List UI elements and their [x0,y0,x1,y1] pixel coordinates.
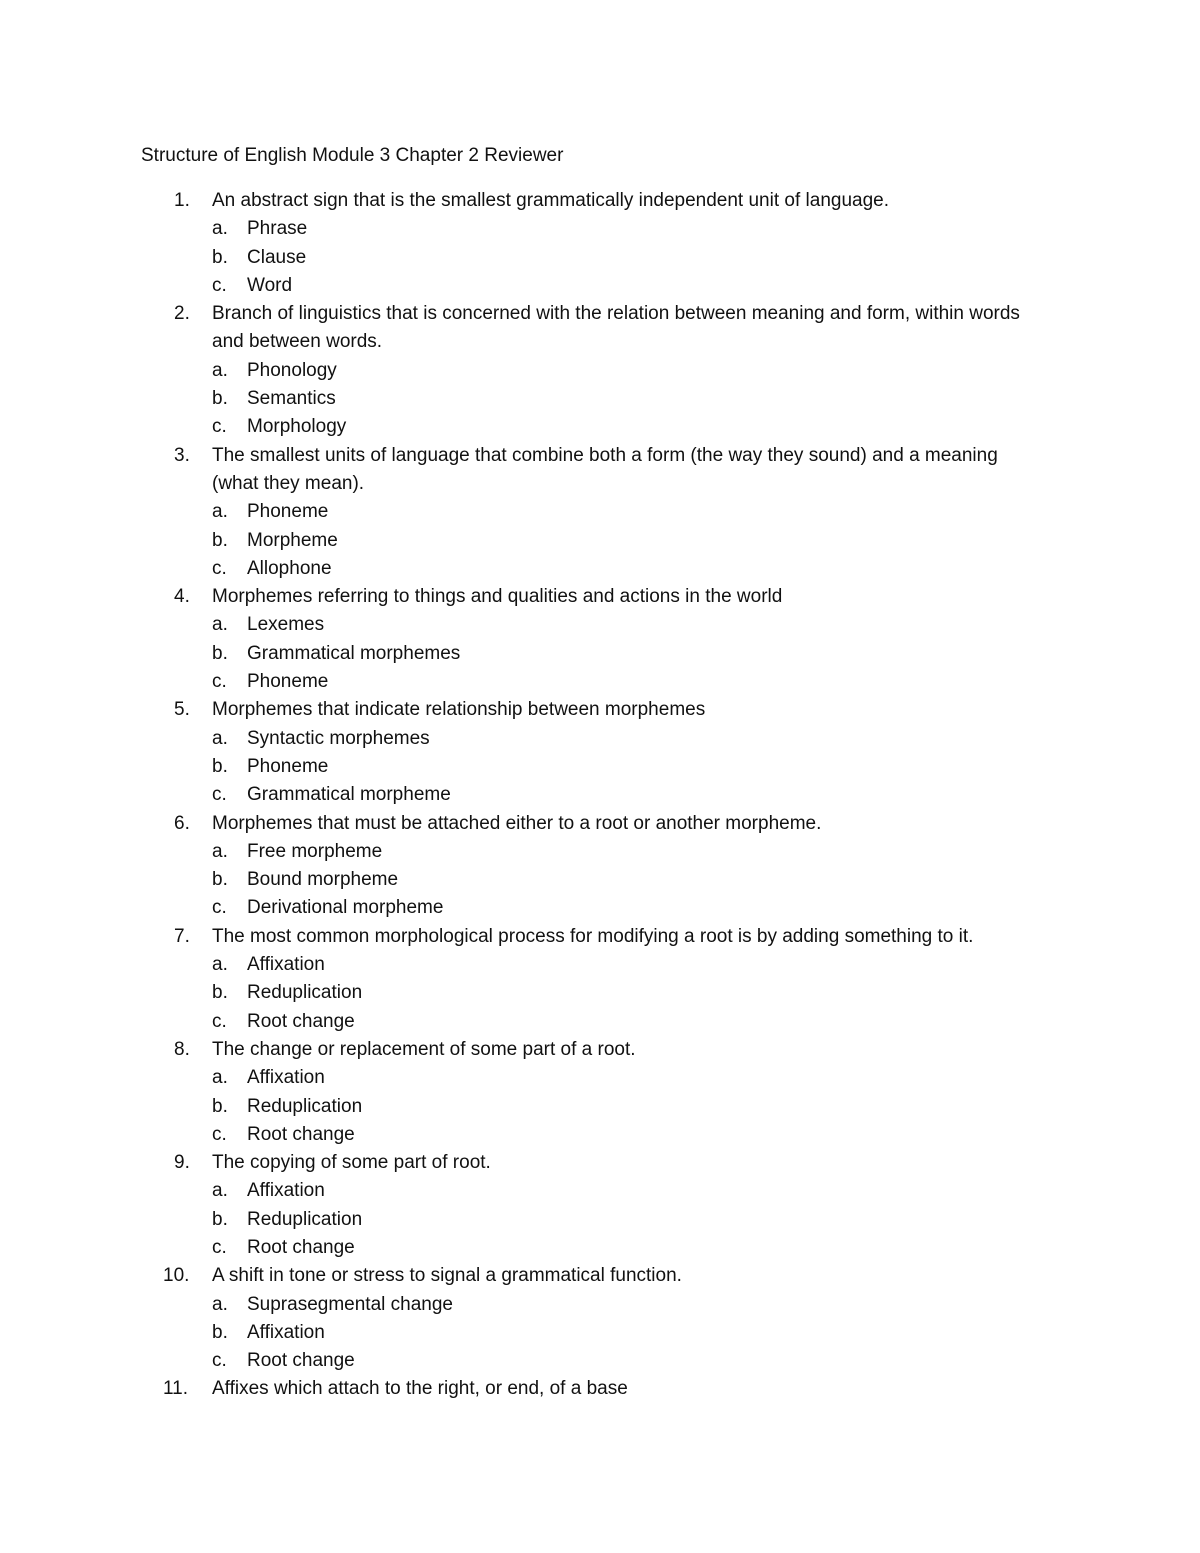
question-text: The most common morphological process for modifying a root is by adding something to it. [212,925,974,947]
answer-option [212,1206,1042,1234]
answer-option [212,1093,1042,1121]
option-text: Semantics [247,388,336,410]
question-text: Morphemes that indicate relationship between morphemes [212,699,706,721]
option-text: Phoneme [247,755,329,777]
option-list [212,611,1042,696]
question-number: 5. [174,699,190,721]
answer-option [212,527,1042,555]
answer-option [212,357,1042,385]
option-letter: c. [212,1350,227,1372]
question-text: Affixes which attach to the right, or end, of a base [212,1378,628,1400]
question-item [0,442,1042,583]
question-number: 9. [174,1152,190,1174]
option-text: Word [247,274,293,296]
answer-option [212,753,1042,781]
question-number: 1. [174,190,190,211]
answer-option [212,1064,1042,1092]
question-item [0,1375,1042,1403]
question-text: The smallest units of language that combine both a form (the way they sound) and a meaning (what they mean). [212,444,998,494]
option-letter: c. [212,1123,227,1145]
option-text: Grammatical morpheme [247,784,451,806]
option-text: Phoneme [247,671,329,693]
option-letter: c. [212,897,227,919]
question-number: 3. [174,444,190,466]
option-letter: c. [212,784,227,806]
option-text: Reduplication [247,982,363,1004]
answer-option [212,1319,1042,1347]
question-number: 4. [174,586,190,608]
option-text: Root change [247,1123,355,1145]
option-letter: a. [212,1293,228,1315]
option-text: Phonology [247,359,337,381]
question-item [0,696,1042,809]
option-text: Root change [247,1350,355,1372]
option-list [212,1291,1042,1376]
option-text: Allophone [247,557,332,579]
answer-option [212,979,1042,1007]
option-text: Clause [247,246,307,268]
question-number: 7. [174,925,190,947]
option-letter: c. [212,1236,227,1258]
option-letter: b. [212,246,228,268]
question-text: Branch of linguistics that is concerned with the relation between meaning and form, within words and between words. [212,303,1020,353]
question-item [0,923,1042,1036]
question-list [0,187,1200,1404]
option-text: Root change [247,1236,355,1258]
option-text: Lexemes [247,614,325,636]
option-letter: c. [212,274,227,296]
option-text: Grammatical morphemes [247,642,461,664]
option-text: Affixation [247,1180,325,1202]
answer-option [212,215,1042,243]
option-letter: a. [212,840,228,862]
option-text: Bound morpheme [247,869,399,891]
option-text: Morphology [247,416,347,438]
option-text: Morpheme [247,529,338,551]
question-item [0,1262,1042,1375]
option-text: Syntactic morphemes [247,727,430,749]
option-letter: a. [212,218,228,240]
answer-option [212,1291,1042,1319]
option-letter: a. [212,614,228,636]
option-letter: b. [212,1095,228,1117]
answer-option [212,1234,1042,1262]
answer-option [212,640,1042,668]
option-text: Affixation [247,1067,325,1089]
option-letter: b. [212,529,228,551]
option-text: Reduplication [247,1095,363,1117]
option-text: Phoneme [247,501,329,523]
question-number: 11. [163,1378,189,1400]
option-letter: b. [212,982,228,1004]
question-item [0,1149,1042,1262]
option-text: Affixation [247,954,325,976]
question-number: 8. [174,1038,190,1060]
answer-option [212,725,1042,753]
question-text: The change or replacement of some part of a root. [212,1038,636,1060]
answer-option [212,611,1042,639]
question-number: 2. [174,303,190,325]
option-letter: c. [212,671,227,693]
question-text: An abstract sign that is the smallest grammatically independent unit of language. [212,190,889,211]
option-text: Affixation [247,1321,325,1343]
option-text: Derivational morpheme [247,897,444,919]
answer-option [212,498,1042,526]
question-number: 10. [163,1265,190,1287]
option-letter: c. [212,416,227,438]
option-text: Root change [247,1010,355,1032]
option-letter: a. [212,1067,228,1089]
document-title: Structure of English Module 3 Chapter 2 Reviewer [141,145,564,166]
question-text: Morphemes that must be attached either to a root or another morpheme. [212,812,822,834]
question-item [0,1036,1042,1149]
option-text: Free morpheme [247,840,383,862]
question-item [0,583,1042,696]
option-letter: a. [212,954,228,976]
option-list [212,1064,1042,1149]
answer-option [212,385,1042,413]
option-letter: b. [212,869,228,891]
option-letter: b. [212,642,228,664]
option-letter: c. [212,1010,227,1032]
answer-option [212,1008,1042,1036]
option-letter: a. [212,501,228,523]
question-item [0,187,1042,300]
answer-option [212,1121,1042,1149]
answer-option [212,555,1042,583]
option-letter: a. [212,1180,228,1202]
question-text: A shift in tone or stress to signal a grammatical function. [212,1265,682,1287]
option-list [212,1177,1042,1262]
option-letter: a. [212,727,228,749]
answer-option [212,668,1042,696]
option-list [212,838,1042,923]
answer-option [212,894,1042,922]
answer-option [212,951,1042,979]
question-item [0,810,1042,923]
answer-option [212,1347,1042,1375]
option-list [212,725,1042,810]
option-list [212,498,1042,583]
option-list [212,215,1042,300]
answer-option [212,1177,1042,1205]
question-text: Morphemes referring to things and qualities and actions in the world [212,586,783,608]
question-number: 6. [174,812,190,834]
question-item [0,300,1042,441]
answer-option [212,244,1042,272]
option-letter: b. [212,1321,228,1343]
option-list [212,951,1042,1036]
option-letter: b. [212,1208,228,1230]
option-text: Suprasegmental change [247,1293,453,1315]
answer-option [212,272,1042,300]
option-letter: b. [212,388,228,410]
answer-option [212,866,1042,894]
answer-option [212,781,1042,809]
option-letter: c. [212,557,227,579]
option-letter: b. [212,755,228,777]
option-text: Reduplication [247,1208,363,1230]
answer-option [212,413,1042,441]
option-letter: a. [212,359,228,381]
option-text: Phrase [247,218,308,240]
answer-option [212,838,1042,866]
question-text: The copying of some part of root. [212,1152,491,1174]
option-list [212,357,1042,442]
